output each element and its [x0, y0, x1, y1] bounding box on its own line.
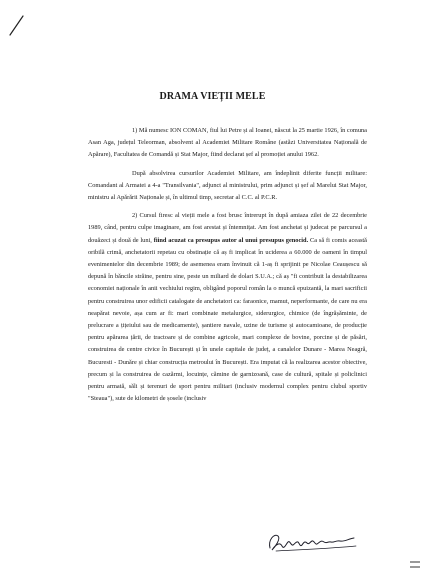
handwritten-signature — [264, 530, 364, 554]
paragraph-3 — [88, 210, 367, 405]
paragraph-1 — [88, 125, 367, 162]
paragraph-text: Ca să fi comis această oribilă crimă, anchetatorii repetau cu obstinație că aș fi implicat în uciderea a 60.000 de oameni în timpul evenimentelor din decembrie 1989; de asemenea eram învinuit că 1-aș fi sprijinit pe Nicolae Ceaușescu să depună în băncile străine, pentru sine, peste un miliard de dolari S.U.A.; că aș "fi contribuit la destabilizarea economiei naționale în anii vechiului regim, obligând poporul român la o muncă epuizantă, la mari sacrificii pentru construirea unor edificii catalogate de anchetatori ca: faraonice, mamut, neperformante, de care nu era neapărat nevoie, așa cum ar fi: mari combinate metalurgice, siderurgice, chimice (de îngrășăminte, de prelucrare a țițeiului sau de medicamente), șantiere navale, uzine de turisme și autocamioane, de producție pentru apărarea țării, de tractoare și de combine agricole, mari complexe de bovine, porcine și de păsări, construirea de centre civice în București și în unele capitale de județ, a canalelor Dunare - Marea Neagră, Bucuresti - Dunăre și chiar construcția metroului în București. Era imputat că la realizarea acestor obiective, precum și la construirea de cazărmi, locuințe, cămine de garnizoană, case de cultură, spitale și policlinici pentru armată, săli și terenuri de sport pentru militari (inclusiv modernul complex pentru clubul sportiv "Steaua"), sute de kilometri de șosele (inclusiv — [88, 236, 367, 403]
paragraph-text: 2) Cursul firesc al vieții mele a fost brusc întrerupt în după amiaza zilei de 22 decembrie 1989, când, pentru culpe imaginare, am fost arestat și întemnițat. Am fost anchetat și judecat pe parcursul a douăzeci și două de luni, — [88, 212, 367, 244]
paragraph-bold-text: fiind acuzat ca presupus autor al unui presupus genocid. — [153, 236, 309, 244]
footer-mark — [408, 558, 422, 572]
document-title: DRAMA VIEȚII MELE — [159, 91, 266, 102]
paragraph-2 — [88, 168, 367, 205]
document-body — [88, 125, 367, 411]
corner-slash-mark — [7, 14, 27, 38]
paragraph-text: 1) Mă numesc ION COMAN, fiul lui Petre și al Ioanei, născut la 25 martie 1926, în comuna Asan Aga, județul Teleorman, absolvent al Academiei Militare Române (astăzi Universitatea Națională de Apărare), Facultatea de Comandă și Stat Major, fiind declarat șef al promoției anului 1962. — [88, 127, 367, 159]
paragraph-text: După absolvirea cursurilor Academiei Militare, am îndeplinit diferite funcții militare: Comandant al Armatei a 4-a "Transilvania", adjunct al ministrului, prim adjunct și șef al Marelui Stat Major, ministru al Apărării Naționale și, în ultimul timp, secretar al C.C. al P.C.R. — [88, 169, 367, 202]
